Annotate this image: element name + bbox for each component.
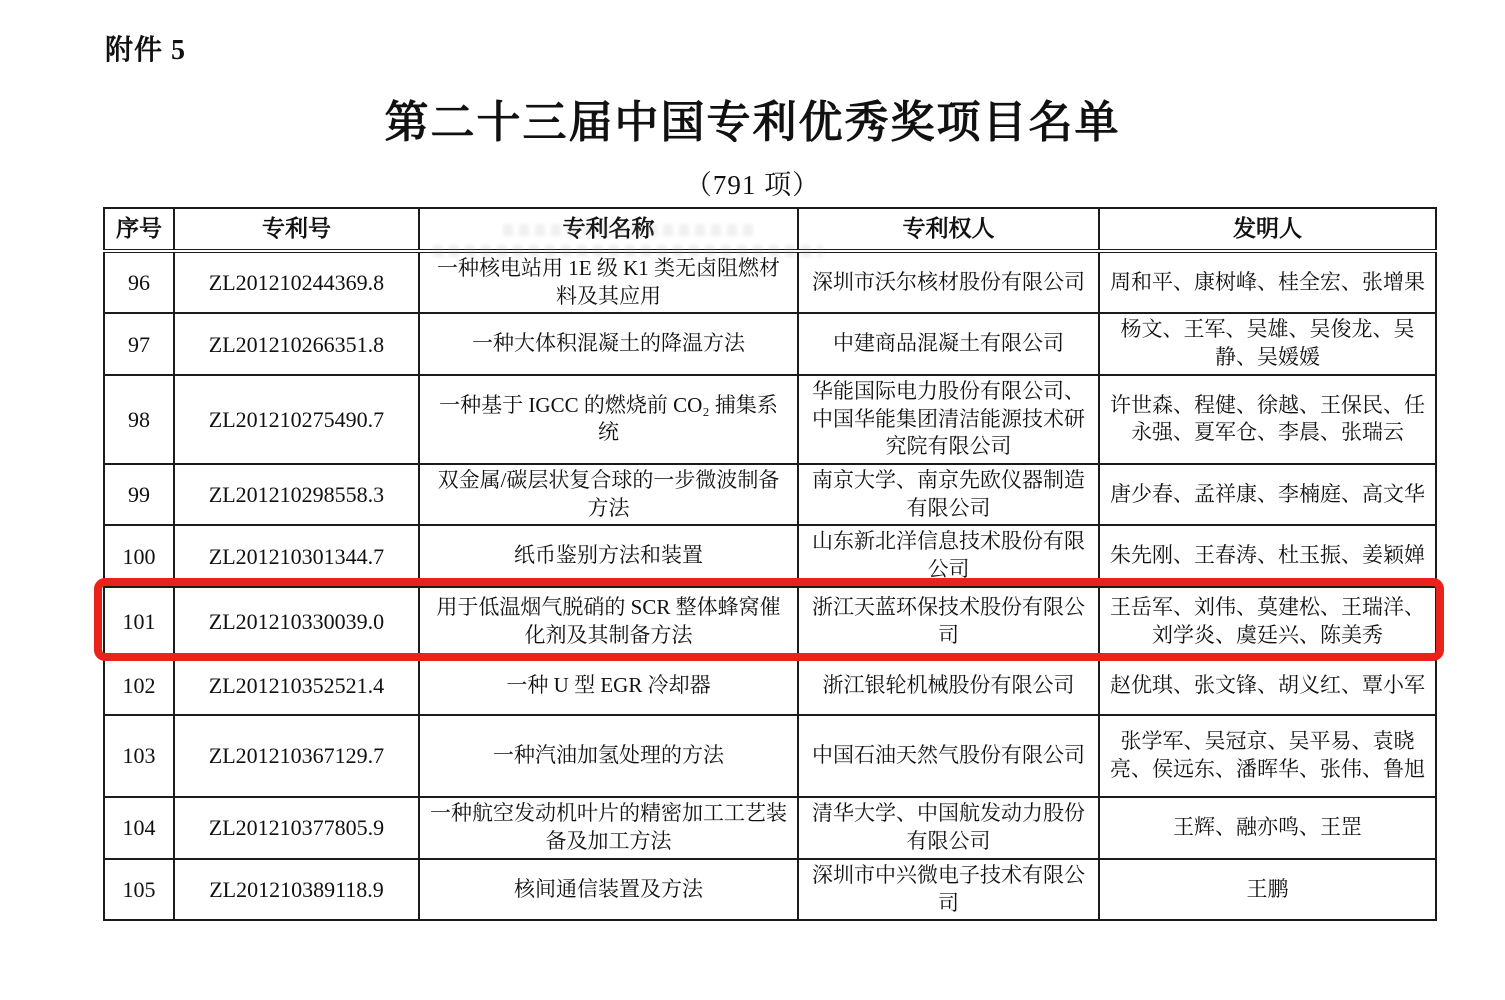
table-row — [104, 525, 1436, 586]
cell-inventors: 赵优琪、张文锋、胡义红、覃小军 — [1099, 657, 1436, 715]
document-title: 第二十三届中国专利优秀奖项目名单 — [384, 98, 1121, 147]
cell-patent-no: ZL201210298558.3 — [174, 464, 419, 525]
table-row — [104, 375, 1436, 464]
cell-patent-name: 一种基于 IGCC 的燃烧前 CO₂ 捕集系统 — [419, 375, 798, 464]
cell-patent-holder: 华能国际电力股份有限公司、中国华能集团清洁能源技术研究院有限公司 — [798, 375, 1099, 464]
cell-patent-no: ZL201210266351.8 — [174, 313, 419, 374]
header-patent-name: 专利名称 — [419, 208, 798, 251]
cell-patent-holder: 南京大学、南京先欧仪器制造有限公司 — [798, 464, 1099, 525]
header-serial-no: 序号 — [104, 208, 174, 251]
cell-inventors: 王辉、融亦鸣、王罡 — [1099, 797, 1436, 859]
cell-patent-no: ZL201210389118.9 — [174, 859, 419, 920]
cell-inventors: 王鹏 — [1099, 859, 1436, 920]
table-row-highlighted — [104, 587, 1436, 657]
cell-inventors: 杨文、王军、吴雄、吴俊龙、吴静、吴媛媛 — [1099, 313, 1436, 374]
cell-patent-holder: 浙江银轮机械股份有限公司 — [798, 657, 1099, 715]
cell-patent-name: 纸币鉴别方法和装置 — [419, 525, 798, 586]
cell-patent-holder: 中国石油天然气股份有限公司 — [798, 715, 1099, 797]
patent-table-wrap — [103, 207, 1435, 921]
attachment-label: 附件 5 — [105, 35, 187, 66]
table-row — [104, 464, 1436, 525]
table-row — [104, 251, 1436, 313]
table-row — [104, 715, 1436, 797]
table-header-row — [104, 208, 1436, 251]
cell-inventors: 张学军、吴冠京、吴平易、袁晓亮、侯远东、潘晖华、张伟、鲁旭 — [1099, 715, 1436, 797]
cell-serial-no: 103 — [104, 715, 174, 797]
cell-serial-no: 105 — [104, 859, 174, 920]
table-row — [104, 313, 1436, 374]
cell-serial-no: 100 — [104, 525, 174, 586]
cell-patent-no: ZL201210275490.7 — [174, 375, 419, 464]
cell-patent-no: ZL201210301344.7 — [174, 525, 419, 586]
cell-patent-holder: 深圳市中兴微电子技术有限公司 — [798, 859, 1099, 920]
cell-patent-holder: 山东新北洋信息技术股份有限公司 — [798, 525, 1099, 586]
item-count: （791 项） — [684, 170, 821, 200]
cell-patent-holder: 清华大学、中国航发动力股份有限公司 — [798, 797, 1099, 859]
cell-patent-name: 核间通信装置及方法 — [419, 859, 798, 920]
cell-serial-no: 97 — [104, 313, 174, 374]
cell-serial-no: 99 — [104, 464, 174, 525]
cell-patent-no: ZL201210352521.4 — [174, 657, 419, 715]
cell-patent-no: ZL201210330039.0 — [174, 587, 419, 657]
cell-serial-no: 101 — [104, 587, 174, 657]
cell-inventors: 许世森、程健、徐越、王保民、任永强、夏军仓、李晨、张瑞云 — [1099, 375, 1436, 464]
cell-inventors: 唐少春、孟祥康、李楠庭、高文华 — [1099, 464, 1436, 525]
cell-serial-no: 102 — [104, 657, 174, 715]
cell-serial-no: 96 — [104, 251, 174, 313]
header-patent-no: 专利号 — [174, 208, 419, 251]
cell-patent-holder: 中建商品混凝土有限公司 — [798, 313, 1099, 374]
cell-serial-no: 104 — [104, 797, 174, 859]
cell-patent-name: 一种汽油加氢处理的方法 — [419, 715, 798, 797]
cell-patent-name: 一种核电站用 1E 级 K1 类无卤阻燃材料及其应用 — [419, 251, 798, 313]
cell-patent-no: ZL201210367129.7 — [174, 715, 419, 797]
cell-patent-name: 一种航空发动机叶片的精密加工工艺装备及加工方法 — [419, 797, 798, 859]
cell-patent-name: 双金属/碳层状复合球的一步微波制备方法 — [419, 464, 798, 525]
patent-table — [103, 207, 1437, 921]
table-row — [104, 859, 1436, 920]
cell-patent-no: ZL201210244369.8 — [174, 251, 419, 313]
header-patent-holder: 专利权人 — [798, 208, 1099, 251]
cell-serial-no: 98 — [104, 375, 174, 464]
cell-patent-name: 一种 U 型 EGR 冷却器 — [419, 657, 798, 715]
cell-patent-holder: 浙江天蓝环保技术股份有限公司 — [798, 587, 1099, 657]
table-row — [104, 657, 1436, 715]
cell-patent-holder: 深圳市沃尔核材股份有限公司 — [798, 251, 1099, 313]
cell-inventors: 朱先刚、王春涛、杜玉振、姜颖婵 — [1099, 525, 1436, 586]
cell-inventors: 周和平、康树峰、桂全宏、张增果 — [1099, 251, 1436, 313]
cell-patent-name: 用于低温烟气脱硝的 SCR 整体蜂窝催化剂及其制备方法 — [419, 587, 798, 657]
table-row — [104, 797, 1436, 859]
cell-inventors: 王岳军、刘伟、莫建松、王瑞洋、刘学炎、虞廷兴、陈美秀 — [1099, 587, 1436, 657]
cell-patent-no: ZL201210377805.9 — [174, 797, 419, 859]
cell-patent-name: 一种大体积混凝土的降温方法 — [419, 313, 798, 374]
header-inventors: 发明人 — [1099, 208, 1436, 251]
